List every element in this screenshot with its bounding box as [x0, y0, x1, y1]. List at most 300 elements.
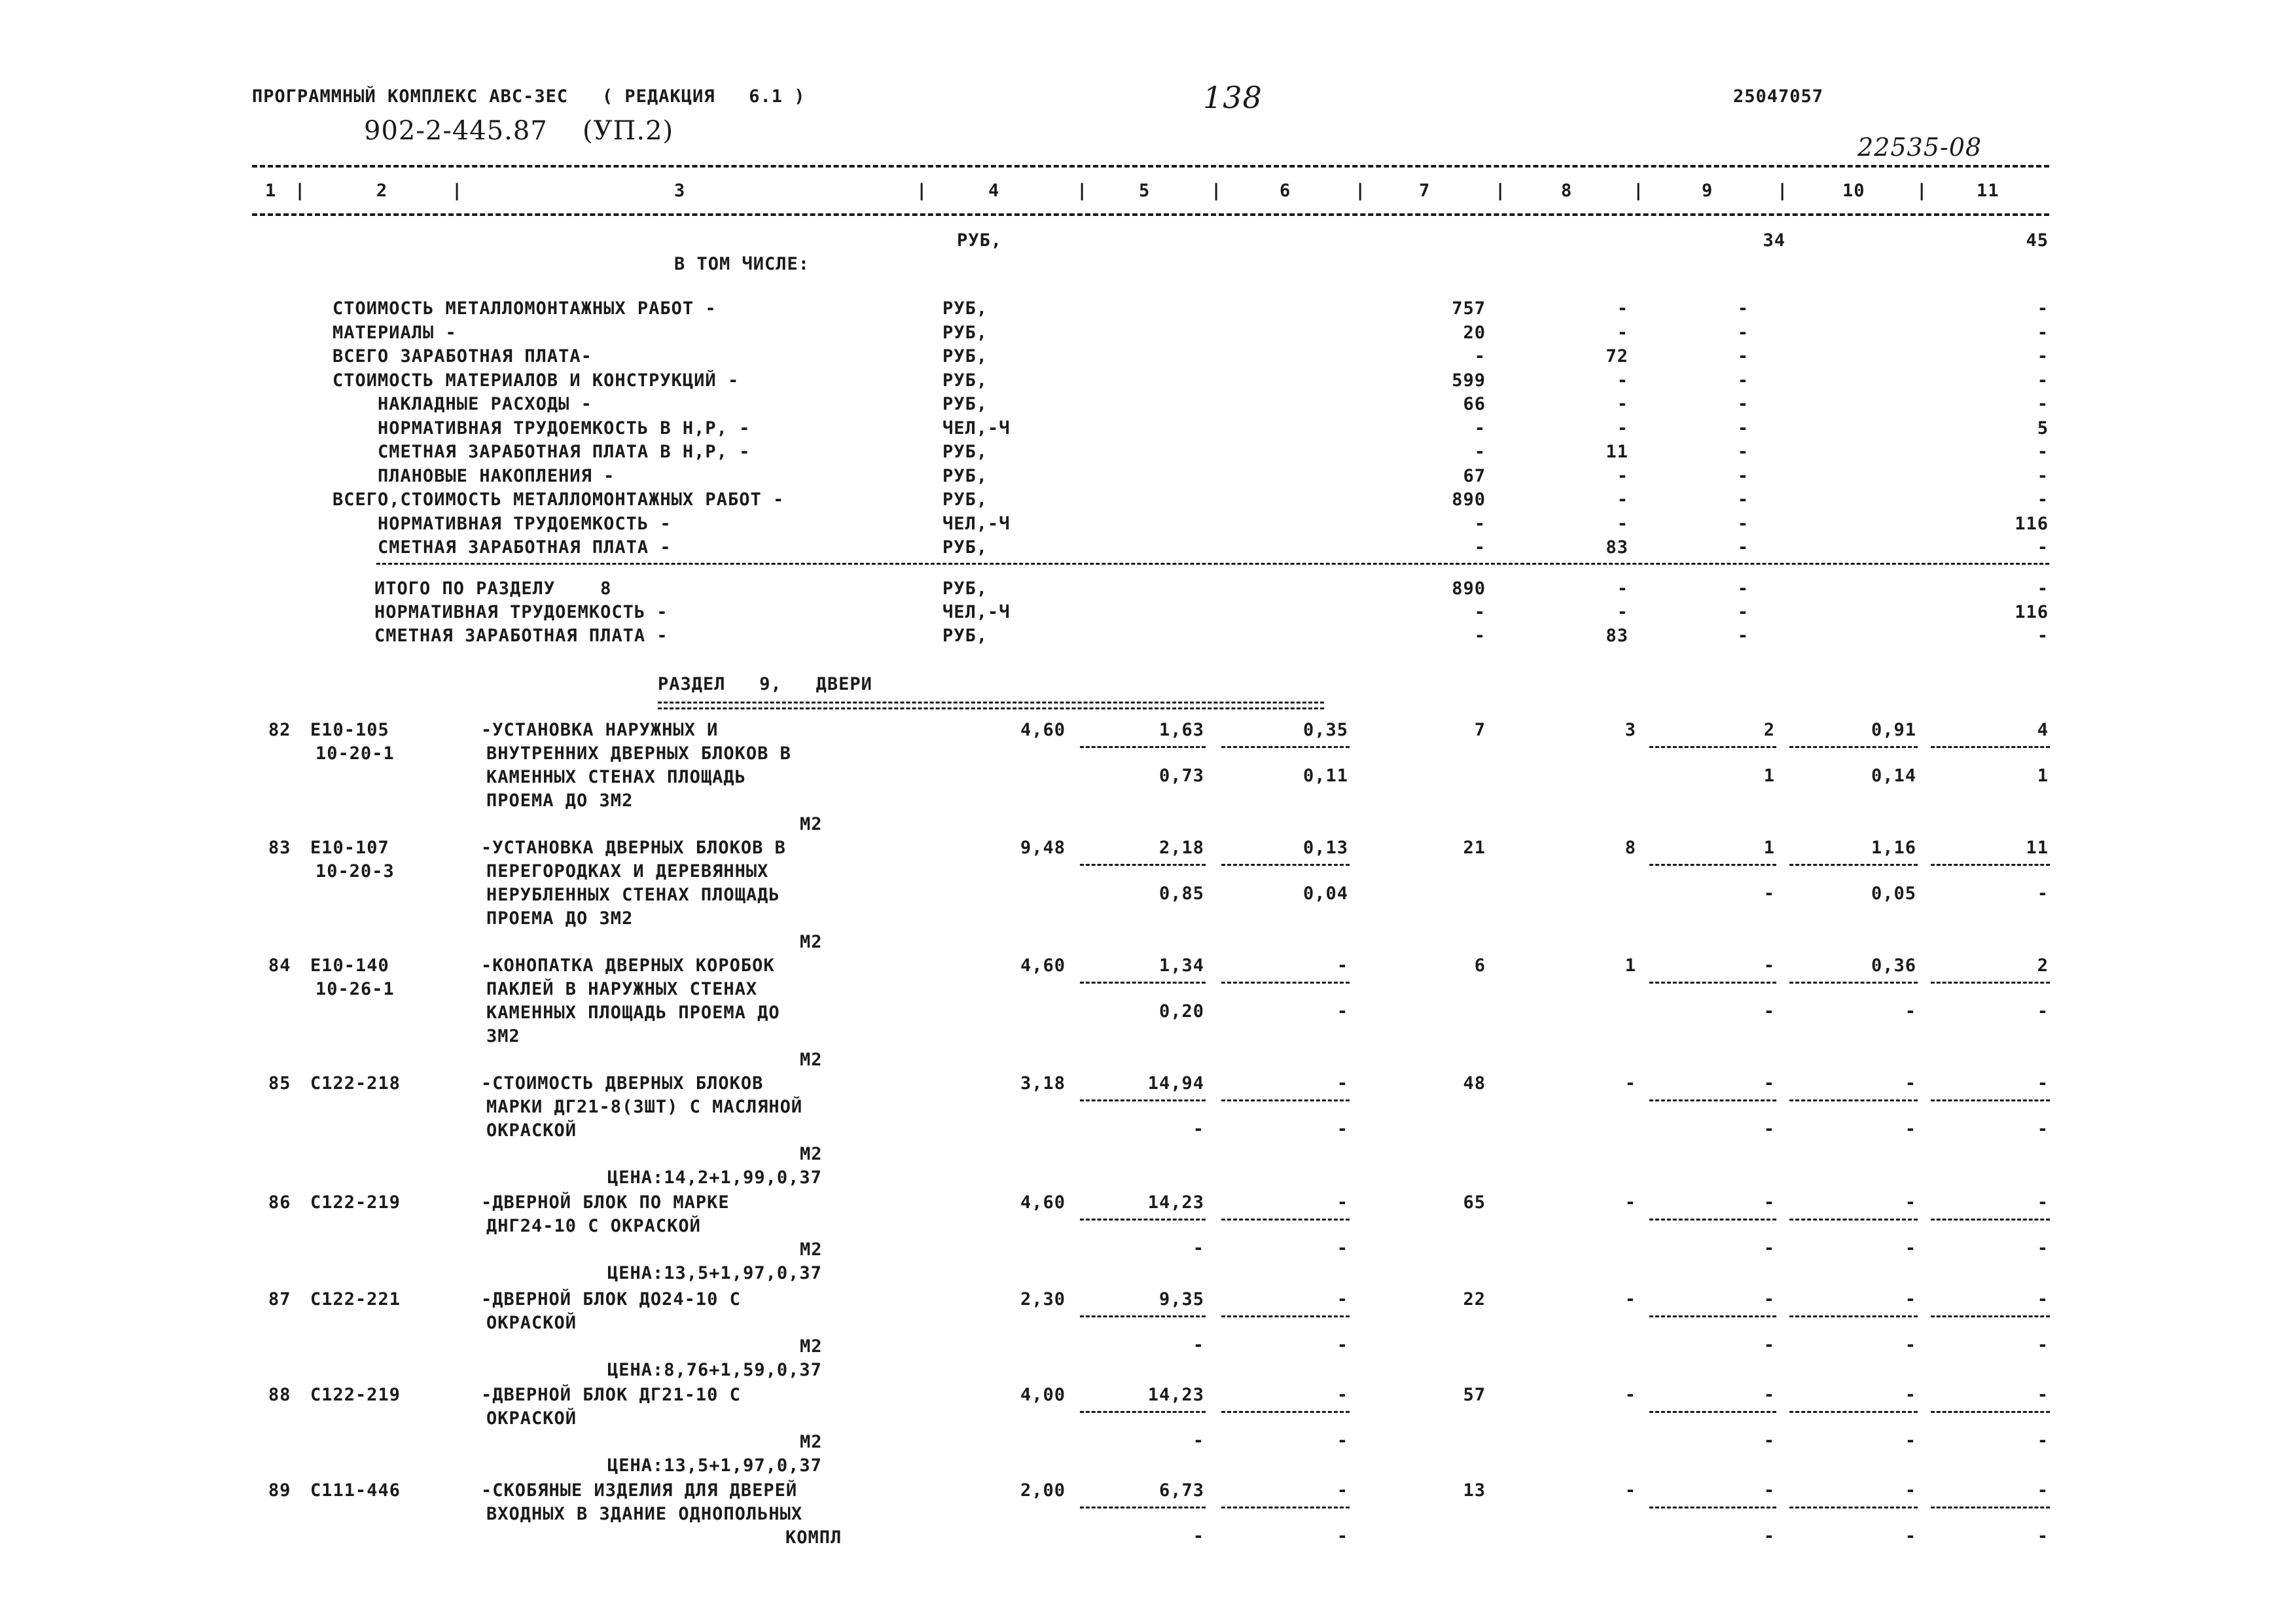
total-c11: 45 [2026, 230, 2049, 251]
item-c8: - [1624, 1073, 1636, 1094]
summary-c11: - [2037, 442, 2049, 462]
document-page: ПРОГРАММНЫЙ КОМПЛЕКС АВС-3ЕС ( РЕДАКЦИЯ 6.1 ) 138 25047057 902-2-445.87 (УП.2) 22535-08 1 | 2 | 3 | 4 | 5 | 6 | 7 | 8 | 9 | 10 | 11 РУБ, 34 45 В ТОМ ЧИСЛЕ: СТОИМОСТЬ МЕТАЛЛОМОНТАЖНЫХ РАБОТ - РУБ, 757 - - - МАТЕРИАЛЫ - РУБ, 20 - - - ВСЕГО ЗАРАБОТНАЯ ПЛАТА- РУБ, - 72 - - СТОИМОСТЬ МАТЕРИАЛОВ И КОНСТРУКЦИЙ - РУБ, 599 - - - НАКЛАДНЫЕ РАСХОДЫ - РУБ, 66 - - - НОРМАТИВНАЯ ТРУДОЕМКОСТЬ В Н,Р, - ЧЕЛ,-Ч - - - 5 СМЕТНАЯ ЗАРАБОТНАЯ ПЛАТА В Н,Р, - РУБ, - 11 - - ПЛАНОВЫЕ НАКОПЛЕНИЯ - РУБ, 67 - - - ВСЕГО,СТОИМОСТЬ МЕТАЛЛОМОНТАЖНЫХ РАБОТ - РУБ, 890 - - - НОРМАТИВНАЯ ТРУДОЕМКОСТЬ - ЧЕЛ,-Ч - - - 116 СМЕТНАЯ ЗАРАБОТНАЯ ПЛАТА - РУБ, - 83 - - ИТОГО ПО РАЗДЕЛУ 8 РУБ, 890 - - - НОРМАТИВНАЯ ТРУДОЕМКОСТЬ - ЧЕЛ,-Ч - - - 116 СМЕТНАЯ ЗАРАБОТНАЯ ПЛАТА - РУБ, - 83 - - РАЗДЕЛ 9, ДВЕРИ 82 Е10-105 10-20-1 -УСТАНОВКА НАРУЖНЫХ И ВНУТРЕННИХ ДВЕРНЫХ БЛОКОВ В КАМЕННЫХ СТЕНАХ ПЛОЩАДЬ ПРОЕМА ДО 3М2 М2 4,60 1,63 0,35 7 3 2 0,91 4 0,73 0,11 1 0,14 1 83 Е10-107 10-20-3 -УСТАНОВКА ДВЕРНЫХ БЛОКОВ В ПЕРЕГОРОДКАХ И ДЕРЕВЯННЫХ НЕРУБЛЕННЫХ СТЕНАХ ПЛОЩАДЬ ПРОЕМА ДО 3М2 М2 9,48 2,18 0,13 21 8 1 1,16 11 0,85 0,04 - 0,05 - 84 Е10-140 10-26-1 -КОНОПАТКА ДВЕРНЫХ КОРОБОК ПАКЛЕЙ В НАРУЖНЫХ СТЕНАХ КАМЕННЫХ ПЛОЩАДЬ ПРОЕМА ДО 3М2 М2 4,60 1,34 - 6 1 - 0,36 2 0,20 - - - - 85 С122-218 -СТОИМОСТЬ ДВЕРНЫХ БЛОКОВ МАРКИ ДГ21-8(3ШТ) С МАСЛЯНОЙ ОКРАСКОЙ М2 ЦЕНА:14,2+1,99,0,37 3,18 14,94 - 48 - - - - - - - - - 86 С122-219 -ДВЕРНОЙ БЛОК ПО МАРКЕ ДНГ24-10 С ОКРАСКОЙ М2 ЦЕНА:13,5+1,97,0,37 4,60 14,23 - 65 - - - - - - - - - 87 С122-221 -ДВЕРНОЙ БЛОК ДО24-10 С ОКРАСКОЙ М2 ЦЕНА:8,76+1,59,0,37 2,30 9,35 - 22 - - - - - - - - - 88 С122-219 -ДВЕРНОЙ БЛОК ДГ21-10 С ОКРАСКОЙ М2 ЦЕНА:13,5+1,97,0,37 4,00 14,23 - 57 - - - - - - - - - 89 С111-446 -СКОБЯНЫЕ ИЗДЕЛИЯ ДЛЯ ДВЕРЕЙ ВХОДНЫХ В ЗДАНИЕ ОДНОПОЛЬНЫХ КОМПЛ 2,00 6,73 - 13 - - - - - - - - - [252, 80, 2049, 1548]
item-b9: - [1763, 883, 1775, 904]
item-b10: 0,05 [1871, 883, 1916, 904]
summary-unit: РУБ, [942, 465, 988, 486]
section-total-c11: 116 [2015, 602, 2049, 622]
item-b5: - [1193, 1431, 1204, 1451]
summary-c7: 66 [1463, 394, 1486, 414]
item-number: 86 [268, 1192, 291, 1213]
summary-c9: - [1737, 346, 1749, 366]
total-unit: РУБ, [957, 230, 1003, 251]
summary-label: ВСЕГО,СТОИМОСТЬ МЕТАЛЛОМОНТАЖНЫХ РАБОТ - [332, 490, 785, 510]
col-10: 10 [1842, 181, 1865, 201]
item-c7: 48 [1463, 1073, 1486, 1094]
item-b10: - [1905, 1238, 1916, 1258]
summary-c11: 5 [2037, 418, 2049, 438]
item-c8: - [1624, 1385, 1636, 1405]
summary-label: СМЕТНАЯ ЗАРАБОТНАЯ ПЛАТА В Н,Р, - [332, 442, 751, 462]
summary-c11: - [2037, 537, 2049, 558]
item-description: -КОНОПАТКА ДВЕРНЫХ КОРОБОК [481, 955, 775, 976]
item-divider [1931, 1411, 2050, 1413]
item-c6: - [1336, 1480, 1348, 1501]
item-b10: - [1905, 1335, 1916, 1355]
program-header: ПРОГРАММНЫЙ КОМПЛЕКС АВС-3ЕС ( РЕДАКЦИЯ 6.1 ) [252, 86, 806, 107]
summary-c8: - [1617, 513, 1628, 534]
item-price-note: ЦЕНА:14,2+1,99,0,37 [607, 1168, 822, 1188]
item-divider [1931, 1099, 2050, 1101]
summary-unit: РУБ, [942, 298, 988, 319]
section-total-c7: 890 [1452, 579, 1486, 599]
item-b10: - [1905, 1431, 1916, 1451]
item-divider [1221, 864, 1350, 866]
summary-c7: - [1474, 513, 1486, 534]
item-unit: М2 [800, 932, 823, 952]
col-8: 8 [1561, 181, 1573, 201]
summary-c11: - [2037, 298, 2049, 319]
summary-label: ВСЕГО ЗАРАБОТНАЯ ПЛАТА- [332, 346, 592, 366]
item-b9: - [1763, 1335, 1775, 1355]
item-divider [1649, 1507, 1776, 1508]
section-total-c11: - [2037, 579, 2049, 599]
summary-c9: - [1737, 322, 1749, 343]
item-code: С122-219 [310, 1385, 401, 1405]
item-divider [1080, 1411, 1206, 1413]
header-top-rule [252, 165, 2049, 168]
item-c5: 14,23 [1147, 1385, 1204, 1405]
summary-unit: РУБ, [942, 490, 988, 510]
item-b11: 1 [2037, 766, 2049, 786]
item-c4: 2,00 [1020, 1480, 1066, 1501]
item-c6: - [1336, 1192, 1348, 1213]
total-c9: 34 [1763, 230, 1785, 251]
section-underline [658, 702, 1324, 709]
col-4: 4 [988, 181, 1000, 201]
summary-c11: - [2037, 465, 2049, 486]
item-number: 85 [268, 1073, 291, 1094]
in-that-label: В ТОМ ЧИСЛЕ: [674, 254, 810, 274]
section-total-c11: - [2037, 626, 2049, 646]
summary-c8: - [1617, 322, 1628, 343]
item-b10: - [1905, 1001, 1916, 1022]
item-b9: - [1763, 1001, 1775, 1022]
item-price-note: ЦЕНА:13,5+1,97,0,37 [607, 1455, 822, 1476]
col-6: 6 [1280, 181, 1291, 201]
item-divider [1221, 1219, 1350, 1221]
item-b11: - [2037, 1119, 2049, 1139]
item-c8: - [1624, 1192, 1636, 1213]
summary-c9: - [1737, 537, 1749, 558]
item-description: КАМЕННЫХ СТЕНАХ ПЛОЩАДЬ [486, 767, 746, 787]
item-divider [1789, 1099, 1918, 1101]
item-b5: - [1193, 1238, 1204, 1258]
item-divider [1649, 1411, 1776, 1413]
item-b11: - [2037, 1001, 2049, 1022]
item-c9: - [1763, 955, 1775, 976]
summary-c9: - [1737, 418, 1749, 438]
summary-c7: 20 [1463, 322, 1486, 343]
summary-c8: 72 [1605, 346, 1628, 366]
item-c4: 4,60 [1020, 720, 1066, 740]
page-number: 138 [1203, 80, 1263, 115]
summary-label: НОРМАТИВНАЯ ТРУДОЕМКОСТЬ - [332, 513, 672, 534]
item-b11: - [2037, 1335, 2049, 1355]
item-c7: 57 [1463, 1385, 1486, 1405]
summary-c9: - [1737, 513, 1749, 534]
item-description: -УСТАНОВКА ДВЕРНЫХ БЛОКОВ В [481, 838, 786, 858]
item-c9: - [1763, 1073, 1775, 1094]
summary-unit: РУБ, [942, 537, 988, 558]
section-total-label: СМЕТНАЯ ЗАРАБОТНАЯ ПЛАТА - [374, 626, 668, 646]
summary-unit: РУБ, [942, 442, 988, 462]
item-unit: М2 [800, 1336, 823, 1357]
item-b9: - [1763, 1526, 1775, 1546]
item-number: 87 [268, 1289, 291, 1310]
item-b9: - [1763, 1119, 1775, 1139]
item-code: С111-446 [310, 1480, 401, 1501]
section-total-label: НОРМАТИВНАЯ ТРУДОЕМКОСТЬ - [374, 602, 668, 622]
item-divider [1221, 982, 1350, 984]
item-price-note: ЦЕНА:13,5+1,97,0,37 [607, 1263, 822, 1283]
summary-c7: - [1474, 418, 1486, 438]
item-c5: 6,73 [1158, 1480, 1204, 1501]
summary-c7: 890 [1452, 490, 1486, 510]
item-description: -ДВЕРНОЙ БЛОК ДО24-10 С [481, 1289, 741, 1310]
item-c10: - [1905, 1480, 1916, 1501]
item-b11: - [2037, 883, 2049, 904]
item-b11: - [2037, 1526, 2049, 1546]
item-description: ПАКЛЕЙ В НАРУЖНЫХ СТЕНАХ [486, 979, 758, 999]
item-description: ОКРАСКОЙ [486, 1408, 577, 1429]
col-9: 9 [1702, 181, 1713, 201]
item-c5: 2,18 [1158, 838, 1204, 858]
col-5: 5 [1139, 181, 1151, 201]
item-c6: 0,13 [1302, 838, 1348, 858]
item-c9: 2 [1763, 720, 1775, 740]
item-c9: 1 [1763, 838, 1775, 858]
item-divider [1931, 1219, 2050, 1221]
item-description: ОКРАСКОЙ [486, 1120, 577, 1141]
summary-label: СТОИМОСТЬ МАТЕРИАЛОВ И КОНСТРУКЦИЙ - [332, 370, 740, 391]
summary-c7: 757 [1452, 298, 1486, 319]
item-c10: - [1905, 1289, 1916, 1310]
item-c9: - [1763, 1385, 1775, 1405]
item-c10: 1,16 [1871, 838, 1916, 858]
item-divider [1931, 864, 2050, 866]
item-c5: 1,34 [1158, 955, 1204, 976]
item-c5: 9,35 [1158, 1289, 1204, 1310]
summary-c11: - [2037, 346, 2049, 366]
item-c8: - [1624, 1289, 1636, 1310]
item-c6: - [1336, 1073, 1348, 1094]
item-c7: 6 [1474, 955, 1486, 976]
item-divider [1080, 864, 1206, 866]
item-description: -ДВЕРНОЙ БЛОК ДГ21-10 С [481, 1385, 741, 1405]
item-description: ПЕРЕГОРОДКАХ И ДЕРЕВЯННЫХ [486, 861, 769, 882]
item-c4: 4,60 [1020, 955, 1066, 976]
item-c4: 3,18 [1020, 1073, 1066, 1094]
item-c11: - [2037, 1480, 2049, 1501]
item-divider [1080, 982, 1206, 984]
item-divider [1789, 746, 1918, 748]
summary-c7: 599 [1452, 370, 1486, 391]
item-unit: М2 [800, 1050, 823, 1070]
item-description: НЕРУБЛЕННЫХ СТЕНАХ ПЛОЩАДЬ [486, 885, 780, 905]
summary-c8: - [1617, 370, 1628, 391]
item-c9: - [1763, 1192, 1775, 1213]
item-c10: - [1905, 1385, 1916, 1405]
item-code-secondary: 10-20-3 [315, 861, 395, 882]
item-unit: М2 [800, 1144, 823, 1164]
item-b6: 0,04 [1302, 883, 1348, 904]
section-total-c9: - [1737, 626, 1749, 646]
summary-unit: РУБ, [942, 394, 988, 414]
item-b10: - [1905, 1526, 1916, 1546]
item-number: 82 [268, 720, 291, 740]
item-c6: - [1336, 1289, 1348, 1310]
item-c7: 65 [1463, 1192, 1486, 1213]
item-b10: - [1905, 1119, 1916, 1139]
item-divider [1931, 746, 2050, 748]
item-divider [1931, 982, 2050, 984]
item-b11: - [2037, 1431, 2049, 1451]
item-b6: - [1336, 1335, 1348, 1355]
item-b6: - [1336, 1526, 1348, 1546]
item-c11: - [2037, 1192, 2049, 1213]
item-c4: 4,60 [1020, 1192, 1066, 1213]
item-c8: 3 [1624, 720, 1636, 740]
album-number: (УП.2) [583, 116, 674, 146]
summary-c8: 83 [1605, 537, 1628, 558]
summary-unit: РУБ, [942, 322, 988, 343]
section-total-c9: - [1737, 579, 1749, 599]
summary-c7: 67 [1463, 465, 1486, 486]
item-divider [1789, 864, 1918, 866]
summary-label: СТОИМОСТЬ МЕТАЛЛОМОНТАЖНЫХ РАБОТ - [332, 298, 717, 319]
item-divider [1080, 1315, 1206, 1317]
item-c6: 0,35 [1302, 720, 1348, 740]
item-b9: - [1763, 1431, 1775, 1451]
item-divider [1221, 1315, 1350, 1317]
summary-c8: - [1617, 465, 1628, 486]
section-total-unit: ЧЕЛ,-Ч [942, 602, 1011, 622]
summary-c9: - [1737, 490, 1749, 510]
item-c11: 2 [2037, 955, 2049, 976]
item-c8: - [1624, 1480, 1636, 1501]
item-b9: 1 [1763, 766, 1775, 786]
item-description: ПРОЕМА ДО 3М2 [486, 791, 634, 811]
summary-c9: - [1737, 298, 1749, 319]
section-total-label: ИТОГО ПО РАЗДЕЛУ 8 [374, 579, 612, 599]
summary-c11: - [2037, 490, 2049, 510]
item-description: -СТОИМОСТЬ ДВЕРНЫХ БЛОКОВ [481, 1073, 764, 1094]
item-description: ДНГ24-10 С ОКРАСКОЙ [486, 1216, 701, 1236]
summary-c9: - [1737, 442, 1749, 462]
item-b6: - [1336, 1119, 1348, 1139]
item-c4: 2,30 [1020, 1289, 1066, 1310]
item-c11: - [2037, 1073, 2049, 1094]
item-divider [1649, 982, 1776, 984]
item-unit: М2 [800, 1240, 823, 1260]
item-b5: 0,20 [1158, 1001, 1204, 1022]
item-number: 84 [268, 955, 291, 976]
summary-c11: 116 [2015, 513, 2049, 534]
section-total-c8: - [1617, 602, 1628, 622]
section-total-c7: - [1474, 602, 1486, 622]
item-b5: - [1193, 1335, 1204, 1355]
summary-label: ПЛАНОВЫЕ НАКОПЛЕНИЯ - [332, 465, 615, 486]
item-c8: 8 [1624, 838, 1636, 858]
item-description: КАМЕННЫХ ПЛОЩАДЬ ПРОЕМА ДО [486, 1003, 780, 1023]
summary-label: НАКЛАДНЫЕ РАСХОДЫ - [332, 394, 592, 414]
item-divider [1789, 1315, 1918, 1317]
item-b5: 0,85 [1158, 883, 1204, 904]
summary-c11: - [2037, 394, 2049, 414]
summary-label: МАТЕРИАЛЫ - [332, 322, 457, 343]
item-number: 89 [268, 1480, 291, 1501]
summary-c8: 11 [1605, 442, 1628, 462]
item-unit: М2 [800, 814, 823, 834]
item-c7: 7 [1474, 720, 1486, 740]
item-description: 3М2 [486, 1026, 520, 1046]
item-divider [1221, 1411, 1350, 1413]
item-code-secondary: 10-26-1 [315, 979, 395, 999]
item-divider [1789, 1411, 1918, 1413]
item-divider [1221, 746, 1350, 748]
item-c11: - [2037, 1289, 2049, 1310]
item-c5: 14,23 [1147, 1192, 1204, 1213]
item-c11: 11 [2026, 838, 2049, 858]
item-code: С122-219 [310, 1192, 401, 1213]
item-description: МАРКИ ДГ21-8(3ШТ) С МАСЛЯНОЙ [486, 1097, 803, 1117]
summary-c7: - [1474, 537, 1486, 558]
item-code: С122-218 [310, 1073, 401, 1094]
summary-c8: - [1617, 298, 1628, 319]
summary-unit: РУБ, [942, 370, 988, 391]
col-1: 1 [265, 181, 277, 201]
item-c4: 4,00 [1020, 1385, 1066, 1405]
col-2: 2 [376, 181, 388, 201]
item-b5: - [1193, 1526, 1204, 1546]
item-price-note: ЦЕНА:8,76+1,59,0,37 [607, 1360, 822, 1380]
item-c5: 14,94 [1147, 1073, 1204, 1094]
summary-rule [376, 563, 2049, 565]
item-number: 83 [268, 838, 291, 858]
item-divider [1649, 746, 1776, 748]
item-divider [1789, 1507, 1918, 1508]
item-description: ВХОДНЫХ В ЗДАНИЕ ОДНОПОЛЬНЫХ [486, 1504, 803, 1524]
item-b6: 0,11 [1302, 766, 1348, 786]
section-total-c8: - [1617, 579, 1628, 599]
item-divider [1649, 1219, 1776, 1221]
item-c7: 13 [1463, 1480, 1486, 1501]
item-number: 88 [268, 1385, 291, 1405]
summary-c11: - [2037, 370, 2049, 391]
item-c9: - [1763, 1480, 1775, 1501]
summary-c7: - [1474, 346, 1486, 366]
item-b6: - [1336, 1001, 1348, 1022]
item-b11: - [2037, 1238, 2049, 1258]
summary-c8: - [1617, 418, 1628, 438]
item-divider [1080, 1507, 1206, 1508]
item-divider [1080, 1099, 1206, 1101]
summary-c8: - [1617, 490, 1628, 510]
item-c10: 0,91 [1871, 720, 1916, 740]
section-total-unit: РУБ, [942, 579, 988, 599]
section-title: РАЗДЕЛ 9, ДВЕРИ [658, 674, 872, 694]
item-code: Е10-140 [310, 955, 389, 976]
item-c10: - [1905, 1192, 1916, 1213]
summary-c8: - [1617, 394, 1628, 414]
summary-unit: ЧЕЛ,-Ч [942, 513, 1011, 534]
item-description: ОКРАСКОЙ [486, 1313, 577, 1333]
col-7: 7 [1419, 181, 1431, 201]
item-divider [1649, 1315, 1776, 1317]
item-description: -УСТАНОВКА НАРУЖНЫХ И [481, 720, 719, 740]
item-b9: - [1763, 1238, 1775, 1258]
item-b6: - [1336, 1238, 1348, 1258]
summary-c9: - [1737, 370, 1749, 391]
item-divider [1221, 1099, 1350, 1101]
summary-c7: - [1474, 442, 1486, 462]
summary-unit: РУБ, [942, 346, 988, 366]
item-c10: - [1905, 1073, 1916, 1094]
item-b10: 0,14 [1871, 766, 1916, 786]
item-divider [1221, 1507, 1350, 1508]
sheet-mark: 22535-08 [1857, 133, 1982, 162]
item-code: Е10-105 [310, 720, 389, 740]
col-11: 11 [1977, 181, 2000, 201]
item-code-secondary: 10-20-1 [315, 743, 395, 764]
summary-c9: - [1737, 465, 1749, 486]
item-c5: 1,63 [1158, 720, 1204, 740]
item-b6: - [1336, 1431, 1348, 1451]
item-b5: - [1193, 1119, 1204, 1139]
item-c4: 9,48 [1020, 838, 1066, 858]
summary-label: СМЕТНАЯ ЗАРАБОТНАЯ ПЛАТА - [332, 537, 672, 558]
summary-c9: - [1737, 394, 1749, 414]
doc-code: 25047057 [1733, 86, 1824, 107]
summary-c11: - [2037, 322, 2049, 343]
item-divider [1789, 1219, 1918, 1221]
item-description: -СКОБЯНЫЕ ИЗДЕЛИЯ ДЛЯ ДВЕРЕЙ [481, 1480, 798, 1501]
item-b5: 0,73 [1158, 766, 1204, 786]
section-total-unit: РУБ, [942, 626, 988, 646]
item-divider [1649, 864, 1776, 866]
item-divider [1080, 746, 1206, 748]
section-total-c9: - [1737, 602, 1749, 622]
item-unit: М2 [800, 1432, 823, 1452]
item-c8: 1 [1624, 955, 1636, 976]
item-c6: - [1336, 955, 1348, 976]
item-c11: - [2037, 1385, 2049, 1405]
item-divider [1080, 1219, 1206, 1221]
item-c11: 4 [2037, 720, 2049, 740]
item-unit: КОМПЛ [785, 1527, 842, 1548]
header-bottom-rule [252, 213, 2049, 216]
item-code: С122-221 [310, 1289, 401, 1310]
section-total-c8: 83 [1605, 626, 1628, 646]
item-c9: - [1763, 1289, 1775, 1310]
col-3: 3 [674, 181, 686, 201]
item-c7: 21 [1463, 838, 1486, 858]
item-c6: - [1336, 1385, 1348, 1405]
item-divider [1789, 982, 1918, 984]
item-c7: 22 [1463, 1289, 1486, 1310]
item-description: -ДВЕРНОЙ БЛОК ПО МАРКЕ [481, 1192, 730, 1213]
section-total-c7: - [1474, 626, 1486, 646]
project-number: 902-2-445.87 [364, 116, 548, 146]
